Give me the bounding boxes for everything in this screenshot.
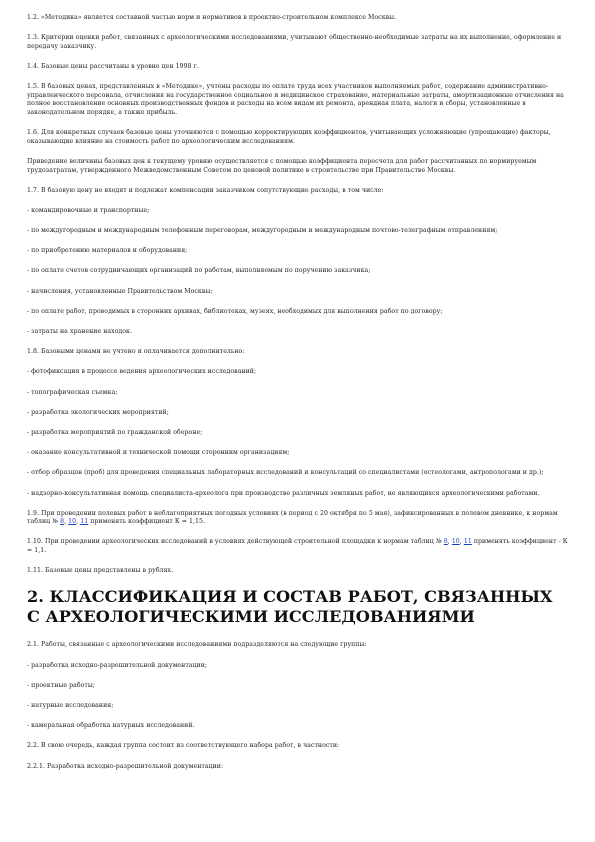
paragraph [27,538,568,555]
paragraph: 1.7. В базовую цену не входят и подлежат компенсации заказчиком сопутствующие расходы, в том числе: [27,186,384,194]
paragraph: - командировочные и транспортные; [27,206,150,214]
paragraph: - камеральная обработка натурных исследований. [27,722,195,730]
paragraph: - натурные исследования; [27,702,114,709]
paragraph: - начисления, установленные Правительством Москвы; [27,287,213,295]
paragraph: - по междугородным и международным телефонным переговорам, междугородным и международным почтово-телеграфным отправлениям; [27,227,498,235]
paragraph: 1.4. Базовые цены рассчитаны в уровне цен 1998 г. [27,62,199,70]
paragraph: 2.1. Работы, связанные с археологическими исследованиями подразделяются на следующие группы: [27,641,367,649]
paragraph: - разработка исходно-разрешительной документации; [27,661,208,669]
table-link[interactable]: 8 [443,538,448,546]
paragraph: 1.6. Для конкретных случаев базовые цены уточняются с помощью корректирующих коэффициентов, учитывающих усложняющие (упрощающие) факторы, оказывающие влияние на стоимость работ по археологическим исследованиям. [27,129,551,145]
paragraph: - проектные работы; [27,681,95,689]
paragraph-text: 1.9. При проведении полевых работ в неблагоприятных погодных условиях (в период с 20 октября по 5 мая), зафиксированных в полевом дневнике, к нормам таблиц № [27,509,558,526]
paragraph: - разработка экологических мероприятий; [27,408,169,416]
paragraph-text: , [447,538,452,546]
paragraph: 1.3. Критерии оценки работ, связанных с археологическими исследованиями, учитывают общественно-необходимые затраты на их выполнение, оформление и передачу заказчику. [27,34,562,50]
paragraph: 1.2. «Методика» является составной частью норм и нормативов в проектно-строительном комплексе Москвы. [27,14,397,21]
paragraph: - разработка мероприятий по гражданской обороне; [27,428,203,436]
paragraph: - отбор образцов (проб) для проведения специальных лабораторных исследований и консультаций со специалистами (остеологами, антропологами и др.); [27,469,544,477]
section-2-heading: 2. КЛАССИФИКАЦИЯ И СОСТАВ РАБОТ, СВЯЗАННЫХ С АРХЕОЛОГИЧЕСКИМИ ИССЛЕДОВАНИЯМИ [27,587,553,627]
paragraph: - фотофиксация в процессе ведения археологических исследований; [27,368,257,376]
section-1-body [27,14,568,576]
table-link[interactable]: 11 [80,518,89,526]
paragraph: - по оплате работ, проводимых в сторонних архивах, библиотеках, музеях, необходимых для выполнения работ по договору; [27,307,443,315]
paragraph: - оказание консультативной и технической помощи сторонним организациям; [27,449,290,457]
paragraph: 2.2. В свою очередь, каждая группа состоит из соответствующего набора работ, в частности: [27,742,340,750]
paragraph: - по оплате счетов сотрудничающих организаций по работам, выполняемым по поручению заказчика; [27,267,371,275]
paragraph: - топографическая съемка; [27,388,118,396]
paragraph: 2.2.1. Разработка исходно-разрешительной документации: [27,762,224,770]
paragraph-text: , [64,518,69,526]
paragraph: 1.8. Базовыми ценами не учтено и оплачивается дополнительно: [27,348,245,356]
paragraph-text: 1.10. При проведении археологических исследований в условиях действующей строительной площадки к нормам таблиц № [27,538,444,546]
table-link[interactable]: 10 [68,518,77,526]
table-link[interactable]: 8 [60,518,65,526]
paragraph-text: , [76,518,81,526]
paragraph: Приведение величины базовых цен к текущему уровню осуществляется с помощью коэффициента пересчета для работ рассчитанных по нормируемым трудозатратам, утвержденного Межведомственным Советом по ценовой политике в строительстве при Правительстве Москвы. [27,157,537,174]
table-link[interactable]: 11 [463,538,472,546]
paragraph: - надзорно-консультативная помощь специалиста-археолога при производстве различных земляных работ, не являющихся археологическими работами. [27,489,540,497]
paragraph: - по приобретению материалов и оборудования; [27,247,188,255]
table-link[interactable]: 10 [451,538,460,546]
paragraph: 1.11. Базовые цены представлены в рублях. [27,567,174,575]
section-2-body [27,641,568,771]
paragraph [27,510,568,527]
paragraph: - затраты на хранение находок. [27,328,132,335]
paragraph: 1.5. В базовых ценах, представленных в «Методике», учтены расходы по оплате труда всех участников выполняемых работ, содержание административно-управленческого персонала, отчисления на государственное социальное и медицинское страхование, материальные затраты, амортизационные отчисления на полное восстановление основных производственных фондов и расходы на всем видам их ремонта, арендная плата, налоги и сборы, установленные в законодательном порядке, а также прибыль. [27,83,564,116]
paragraph-text: применять коэффициент - К = 1,1. [27,538,568,555]
paragraph-text: применять коэффициент К = 1,15. [88,518,206,526]
paragraph-text: , [459,538,464,546]
